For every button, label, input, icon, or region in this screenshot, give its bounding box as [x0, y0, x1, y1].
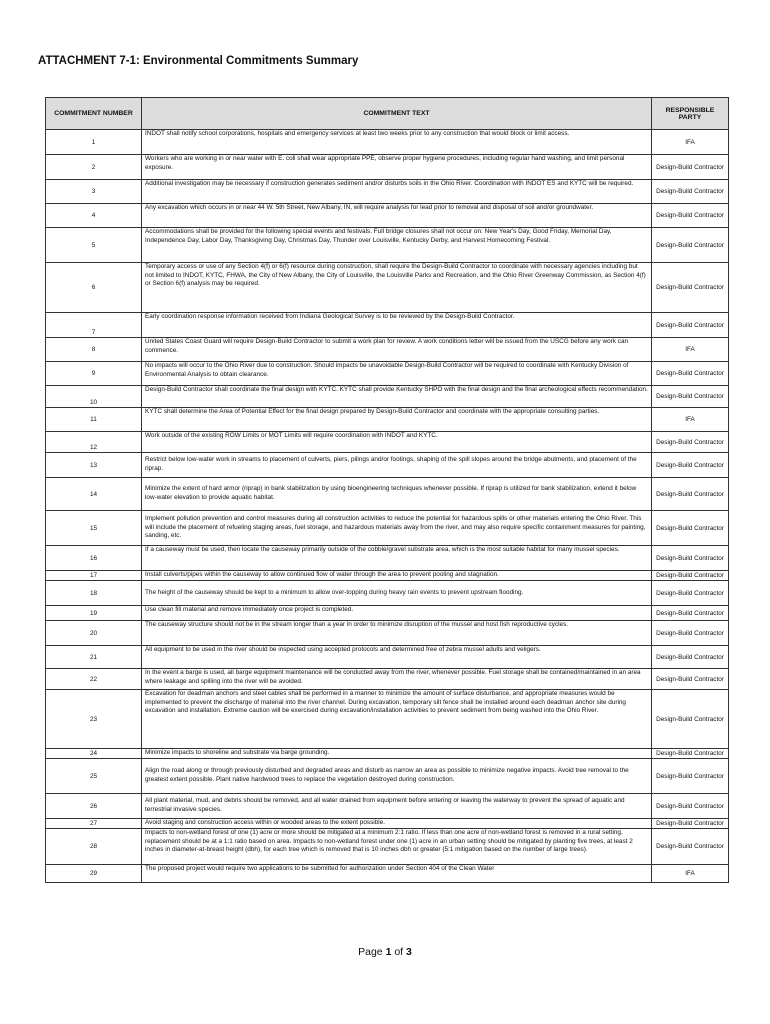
- page-current: 1: [385, 946, 392, 958]
- commitment-text: Additional investigation may be necessary if construction generates sediment and/or disturbs soils in the Ohio River. Coordination with INDOT ES and KYTC will be required.: [142, 180, 652, 204]
- table-row: [46, 204, 729, 228]
- table-row: [46, 408, 729, 432]
- table-row: [46, 313, 729, 338]
- commitment-number: 15: [46, 511, 142, 546]
- commitment-text: Minimize impacts to shoreline and substrate via barge grounding.: [142, 749, 652, 759]
- commitment-number: 29: [46, 865, 142, 883]
- table-row: [46, 453, 729, 478]
- commitment-number: 17: [46, 571, 142, 581]
- commitment-number: 14: [46, 478, 142, 511]
- table-row: [46, 386, 729, 408]
- responsible-party: IFA: [652, 130, 729, 155]
- commitment-text: All plant material, mud, and debris should be removed, and all water drained from equipment before entering or leaving the waterway to prevent the spread of aquatic and terrestrial invasive species.: [142, 794, 652, 819]
- table-row: [46, 263, 729, 313]
- responsible-party: Design-Build Contractor: [652, 571, 729, 581]
- table-row: [46, 690, 729, 749]
- commitment-text: Implement pollution prevention and control measures during all construction activities to reduce the potential for hazardous spills or other materials entering the Ohio River. This will include the placement of refueling staging areas, fuel storage, and hazardous materials away from the river, and may also require specific containment measures for painting, sanding, etc.: [142, 511, 652, 546]
- commitment-text: Use clean fill material and remove immediately once project is completed.: [142, 606, 652, 621]
- commitment-text: Install culverts/pipes within the causeway to allow continued flow of water through the area to prevent pooling and stagnation.: [142, 571, 652, 581]
- table-row: [46, 228, 729, 263]
- responsible-party: Design-Build Contractor: [652, 794, 729, 819]
- responsible-party: Design-Build Contractor: [652, 819, 729, 829]
- responsible-party: Design-Build Contractor: [652, 690, 729, 749]
- commitment-text: If a causeway must be used, then locate the causeway primarily outside of the cobble/gravel substrate area, which is the most suitable habitat for many mussel species.: [142, 546, 652, 571]
- commitment-text: The height of the causeway should be kept to a minimum to allow over-topping during heavy rain events to prevent upstream flooding.: [142, 581, 652, 606]
- commitment-number: 3: [46, 180, 142, 204]
- responsible-party: Design-Build Contractor: [652, 180, 729, 204]
- table-row: [46, 621, 729, 646]
- commitment-number: 20: [46, 621, 142, 646]
- table-row: [46, 829, 729, 865]
- page-label: Page: [358, 946, 386, 958]
- commitment-text: All equipment to be used in the river should be inspected using accepted protocols and determined free of zebra mussel adults and veligers.: [142, 646, 652, 669]
- commitment-text: Design-Build Contractor shall coordinate the final design with KYTC. KYTC shall provide Kentucky SHPO with the final design and the final archeological effects recommendation.: [142, 386, 652, 408]
- responsible-party: Design-Build Contractor: [652, 155, 729, 180]
- table-row: [46, 819, 729, 829]
- page-footer: [0, 946, 770, 958]
- table-row: [46, 581, 729, 606]
- responsible-party: Design-Build Contractor: [652, 228, 729, 263]
- commitments-table: [45, 97, 729, 883]
- responsible-party: Design-Build Contractor: [652, 478, 729, 511]
- table-row: [46, 669, 729, 690]
- commitment-number: 25: [46, 759, 142, 794]
- commitment-text: Restrict below low-water work in streams to placement of culverts, piers, pilings and/or footings, shaping of the spill slopes around the bridge abutments, and placement of the riprap.: [142, 453, 652, 478]
- responsible-party: IFA: [652, 408, 729, 432]
- responsible-party: Design-Build Contractor: [652, 621, 729, 646]
- commitment-text: Minimize the extent of hard armor (riprap) in bank stabilization by using bioengineering techniques whenever possible. If riprap is utilized for bank stabilization, extend it below low-water elevation to provide aquatic habitat.: [142, 478, 652, 511]
- commitment-number: 4: [46, 204, 142, 228]
- commitment-number: 23: [46, 690, 142, 749]
- commitment-number: 26: [46, 794, 142, 819]
- table-row: [46, 606, 729, 621]
- commitment-number: 16: [46, 546, 142, 571]
- commitment-text: Accommodations shall be provided for the following special events and festivals. Full bridge closures shall not occur on: New Year's Day, Good Friday, Memorial Day, Independence Day, Labor Day, Thanksgiving Day, Christmas Day, Thunder over Louisville, Kentucky Derby, and Harvest Homecoming Festival.: [142, 228, 652, 263]
- responsible-party: Design-Build Contractor: [652, 749, 729, 759]
- table-row: [46, 749, 729, 759]
- commitment-number: 5: [46, 228, 142, 263]
- commitment-text: No impacts will occur to the Ohio River due to construction. Should impacts be unavoidable Design-Build Contractor will be required to coordinate with Kentucky Division of Environmental Analysis to obtain clearance.: [142, 362, 652, 386]
- commitment-number: 9: [46, 362, 142, 386]
- commitment-number: 1: [46, 130, 142, 155]
- commitment-text: United States Coast Guard will require Design-Build Contractor to submit a work plan for review. A work conditions letter will be issued from the USCG before any work can commence.: [142, 338, 652, 362]
- table-row: [46, 546, 729, 571]
- commitment-text: Any excavation which occurs in or near 44 W. 5th Street, New Albany, IN, will require analysis for lead prior to removal and disposal of soil and/or groundwater.: [142, 204, 652, 228]
- responsible-party: IFA: [652, 865, 729, 883]
- commitment-number: 24: [46, 749, 142, 759]
- commitment-number: 12: [46, 432, 142, 453]
- page-total: 3: [406, 946, 412, 958]
- table-row: [46, 511, 729, 546]
- responsible-party: Design-Build Contractor: [652, 759, 729, 794]
- commitment-number: 13: [46, 453, 142, 478]
- table-row: [46, 432, 729, 453]
- table-row: [46, 865, 729, 883]
- commitment-text: Excavation for deadman anchors and steel cables shall be performed in a manner to minimize the amount of surface disturbance, and appropriate measures would be implemented to prevent the discharge of material into the river channel. During excavation, temporary silt fence shall be installed around each deadman anchor site during excavation and installation. Extreme caution will be exercised during excavation/installation activities to prevent sediment from being washed into the Ohio River.: [142, 690, 652, 749]
- responsible-party: Design-Build Contractor: [652, 204, 729, 228]
- responsible-party: IFA: [652, 338, 729, 362]
- table-row: [46, 338, 729, 362]
- table-row: [46, 571, 729, 581]
- table-row: [46, 155, 729, 180]
- header-responsible-party: RESPONSIBLE PARTY: [652, 98, 729, 130]
- commitment-text: The causeway structure should not be in the stream longer than a year in order to minimize disruption of the mussel and host fish reproductive cycles.: [142, 621, 652, 646]
- commitment-number: 27: [46, 819, 142, 829]
- responsible-party: Design-Build Contractor: [652, 386, 729, 408]
- commitment-text: Early coordination response information received from Indiana Geological Survey is to be reviewed by the Design-Build Contractor.: [142, 313, 652, 338]
- commitment-number: 11: [46, 408, 142, 432]
- commitment-text: Align the road along or through previously disturbed and degraded areas and disturb as narrow an area as possible to minimize negative impacts. Avoid tree removal to the greatest extent possible. Plant native hardwood trees to replace the vegetation destroyed during construction.: [142, 759, 652, 794]
- responsible-party: Design-Build Contractor: [652, 606, 729, 621]
- responsible-party: Design-Build Contractor: [652, 263, 729, 313]
- responsible-party: Design-Build Contractor: [652, 313, 729, 338]
- table-row: [46, 646, 729, 669]
- commitment-number: 22: [46, 669, 142, 690]
- commitment-text: KYTC shall determine the Area of Potential Effect for the final design prepared by Design-Build Contractor and coordinate with the appropriate consulting parties.: [142, 408, 652, 432]
- table-row: [46, 794, 729, 819]
- responsible-party: Design-Build Contractor: [652, 362, 729, 386]
- header-commitment-text: COMMITMENT TEXT: [142, 98, 652, 130]
- table-row: [46, 180, 729, 204]
- table-row: [46, 362, 729, 386]
- commitment-text: Work outside of the existing ROW Limits or MOT Limits will require coordination with INDOT and KYTC.: [142, 432, 652, 453]
- commitment-number: 18: [46, 581, 142, 606]
- commitment-text: The proposed project would require two applications to be submitted for authorization under Section 404 of the Clean Water: [142, 865, 652, 883]
- responsible-party: Design-Build Contractor: [652, 669, 729, 690]
- responsible-party: Design-Build Contractor: [652, 511, 729, 546]
- header-commitment-number: COMMITMENT NUMBER: [46, 98, 142, 130]
- commitment-number: 2: [46, 155, 142, 180]
- commitment-text: Temporary access or use of any Section 4(f) or 6(f) resource during construction, shall require the Design-Build Contractor to coordinate with necessary agencies including but not limited to INDOT, KYTC, FHWA, the City of New Albany, the City of Louisville, the Louisville Parks and Recreation, and the Ohio River Greenway Commission, as Section 4(f) or Section 6(f) analysis may be required.: [142, 263, 652, 313]
- commitment-number: 6: [46, 263, 142, 313]
- commitment-text: Workers who are working in or near water with E. coli shall wear appropriate PPE, observe proper hygiene procedures, including regular hand washing, and limit personal exposure.: [142, 155, 652, 180]
- table-row: [46, 130, 729, 155]
- table-row: [46, 478, 729, 511]
- commitment-number: 10: [46, 386, 142, 408]
- commitment-number: 21: [46, 646, 142, 669]
- responsible-party: Design-Build Contractor: [652, 546, 729, 571]
- responsible-party: Design-Build Contractor: [652, 581, 729, 606]
- commitment-text: Avoid staging and construction access within or wooded areas to the extent possible.: [142, 819, 652, 829]
- responsible-party: Design-Build Contractor: [652, 432, 729, 453]
- commitment-number: 28: [46, 829, 142, 865]
- commitment-text: INDOT shall notify school corporations, hospitals and emergency services at least two weeks prior to any construction that would block or limit access.: [142, 130, 652, 155]
- commitment-number: 19: [46, 606, 142, 621]
- commitment-text: In the event a barge is used, all barge equipment maintenance will be conducted away from the river, whenever possible. Fuel storage shall be contained/maintained in an area where leakage and spilling into the river will be avoided.: [142, 669, 652, 690]
- commitment-number: 7: [46, 313, 142, 338]
- page-title: ATTACHMENT 7-1: Environmental Commitments Summary: [38, 55, 359, 67]
- responsible-party: Design-Build Contractor: [652, 829, 729, 865]
- responsible-party: Design-Build Contractor: [652, 646, 729, 669]
- commitment-text: Impacts to non-wetland forest of one (1) acre or more should be mitigated at a minimum 2:1 ratio. If less than one acre of non-wetland forest is removed in a rural setting, replacement should be at a 1:1 ratio based on area. Impacts to non-wetland forest under one (1) acre in an urban setting should be mitigated by planting five trees, at least 2 inches in diameter-at-breast height (dbh), for each tree which is removed that is 10 inches dbh or greater (5:1 mitigation based on the number of large trees).: [142, 829, 652, 865]
- commitment-number: 8: [46, 338, 142, 362]
- table-row: [46, 759, 729, 794]
- page-of: of: [391, 946, 407, 958]
- responsible-party: Design-Build Contractor: [652, 453, 729, 478]
- table-header-row: [46, 98, 729, 130]
